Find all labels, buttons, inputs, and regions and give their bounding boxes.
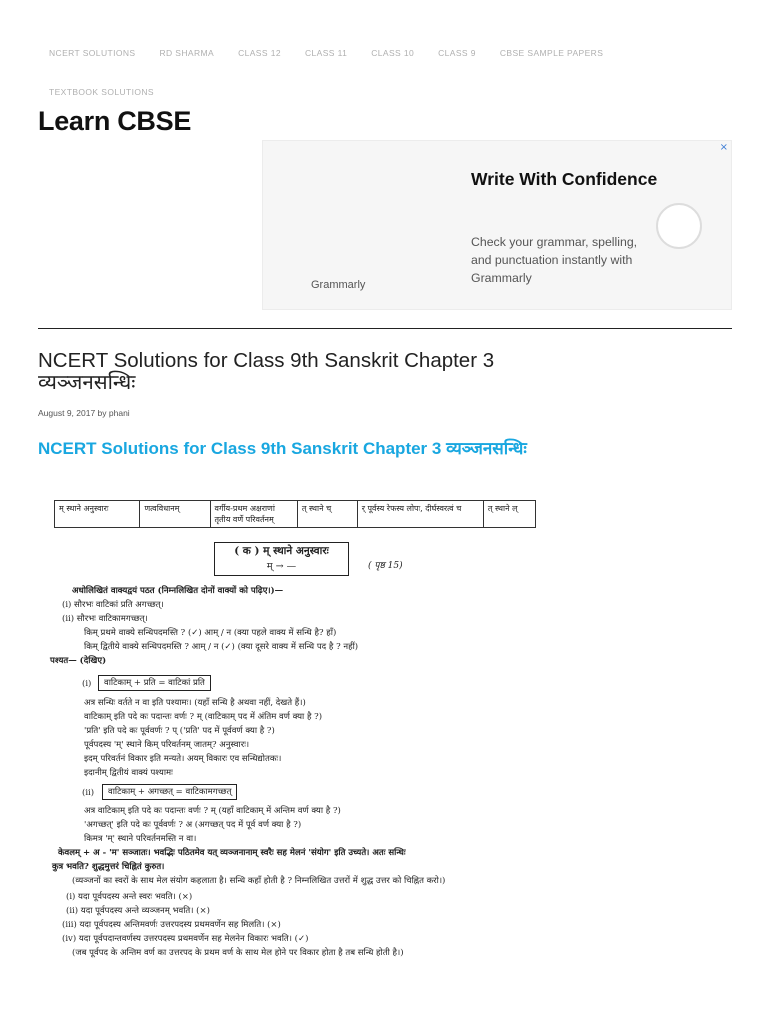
- section-box-rule: म् → —: [266, 561, 297, 572]
- text-line: इदानीम् द्वितीयं वाक्यं पश्यामः: [84, 768, 173, 778]
- page-number: ( पृष्ठ 15): [368, 561, 403, 571]
- section-heading: NCERT Solutions for Class 9th Sanskrit Chapter 3 व्यञ्जनसन्धिः: [38, 439, 527, 458]
- text-line: (ii) यदा पूर्वपदस्य अन्ते व्यञ्जनम् भवति। (×): [66, 906, 210, 916]
- text-line: अधोलिखितं वाक्यद्वयं पठत (निम्नलिखित दोनों वाक्यों को पढ़िए।)—: [72, 586, 284, 596]
- text-line: अत्र सन्धिः वर्तते न वा इति पश्यामः। (यहाँ सन्धि है अथवा नहीं, देखते हैं।): [84, 698, 306, 708]
- nav-link-class-12[interactable]: CLASS 12: [238, 48, 281, 58]
- text-line: किमत्र 'म्' स्थाने परिवर्तनमस्ति न वा।: [84, 834, 197, 844]
- text-line: इदम् परिवर्तनं विकार इति मन्यते। अयम् विकारः एव सन्धिद्योतकः।: [84, 754, 282, 764]
- text-line: (जब पूर्वपद के अन्तिम वर्ण का उत्तरपद के प्रथम वर्ण के साथ मेल होने पर विकार होता है तब सन्धि होती है।): [72, 948, 404, 958]
- nav-link-textbook-solutions[interactable]: TEXTBOOK SOLUTIONS: [49, 87, 154, 97]
- text-line: (ii) सौरभः वाटिकामगच्छत्।: [62, 614, 148, 624]
- text-line: केवलम् + अ - 'म' सञ्जातः। भवद्भिः पठितमेव यत् व्यञ्जनानाम् स्वरैः सह मेलनं 'संयोग' इति उच्यते। अतः सन्धिः: [58, 848, 406, 858]
- text-line: अत्र वाटिकाम् इति पदे कः पदान्तः वर्णः ? म् (यहाँ वाटिकाम् में अन्तिम वर्ण क्या है ?): [84, 806, 341, 816]
- section-box-title: ( क ) म् स्थाने अनुस्वारः: [234, 545, 329, 557]
- example-box: वाटिकाम् + अगच्छत् = वाटिकामगच्छत्: [102, 784, 237, 800]
- post-meta: August 9, 2017 by phani: [38, 408, 130, 418]
- top-navigation: [38, 40, 738, 105]
- text-line: (i) यदा पूर्वपदस्य अन्ते स्वरः भवति। (×): [66, 892, 193, 902]
- text-line: (iii) यदा पूर्वपदस्य अन्तिमवर्णः उत्तरपदस्य प्रथमवर्णेन सह मिलति। (×): [62, 920, 281, 930]
- header-divider: [38, 328, 732, 329]
- text-line: 'अगच्छत्' इति पदे कः पूर्ववर्णः ? अ (अगच्छत् पद में पूर्व वर्ण क्या है ?): [84, 820, 302, 830]
- ad-headline[interactable]: Write With Confidence: [471, 169, 658, 189]
- ad-brand: Grammarly: [311, 279, 366, 291]
- text-line: (iv) यदा पूर्वपदान्तवर्णस्य उत्तरपदस्य प्रथमवर्णेन सह मेलनेन विकारः भवति। (✓): [62, 934, 309, 944]
- ad-arrow-icon[interactable]: [656, 203, 702, 249]
- table-cell: त् स्थाने च्: [297, 501, 357, 528]
- text-line: (व्यञ्जनों का स्वरों के साथ मेल संयोग कहलाता है। सन्धि कहाँ होती है ? निम्नलिखित उत्तरों में शुद्ध उत्तर को चिह्नित करो।): [72, 876, 446, 886]
- nav-link-class-10[interactable]: CLASS 10: [371, 48, 415, 58]
- nav-link-cbse-sample-papers[interactable]: CBSE SAMPLE PAPERS: [499, 48, 604, 58]
- text-line: किम् प्रथमे वाक्ये सन्धिपदमस्ति ? (✓) आम् / न (क्या पहले वाक्य में सन्धि है? हाँ): [84, 628, 337, 638]
- sandhi-rules-table: [54, 500, 536, 528]
- nav-link-class-9[interactable]: CLASS 9: [438, 48, 476, 58]
- text-line: पूर्वपदस्य 'म्' स्थाने किम् परिवर्तनम् जातम्? अनुस्वारः।: [84, 740, 250, 750]
- text-line: पश्यत— (देखिए): [50, 656, 107, 666]
- post-title: NCERT Solutions for Class 9th Sanskrit Chapter 3 व्यञ्जनसन्धिः: [38, 349, 495, 394]
- nav-row-2: [38, 79, 738, 105]
- example-box: वाटिकाम् + प्रति = वाटिकां प्रति: [98, 675, 211, 691]
- nav-link-ncert-solutions[interactable]: NCERT SOLUTIONS: [49, 48, 136, 58]
- ad-body-text: Check your grammar, spelling, and punctuation instantly with Grammarly: [471, 235, 638, 285]
- nav-row-1: [38, 40, 738, 66]
- table-cell: णत्वविधानम्: [140, 501, 210, 528]
- table-cell: वर्गीय-प्रथम अक्षराणां तृतीय वर्णे परिवर्तनम्: [210, 501, 297, 528]
- text-line: कुत्र भवति? शुद्धमुत्तरं चिह्नितं कुरुत।: [52, 862, 165, 872]
- nav-link-class-11[interactable]: CLASS 11: [304, 48, 348, 58]
- text-line: किम् द्वितीये वाक्ये सन्धिपदमस्ति ? आम् / न (✓) (क्या दूसरे वाक्य में सन्धि पद है ? नहीं): [84, 642, 359, 652]
- text-line: (i): [82, 679, 92, 689]
- table-cell: म् स्थाने अनुस्वारः: [55, 501, 140, 528]
- text-line: (i) सौरभः वाटिकां प्रति अगच्छत्।: [62, 600, 164, 610]
- text-line: 'प्रति' इति पदे कः पूर्ववर्णः ? प् ('प्रति' पद में पूर्ववर्ण क्या है ?): [84, 726, 275, 736]
- table-cell: त् स्थाने ल्: [483, 501, 535, 528]
- ad-close-icon[interactable]: ×: [719, 142, 728, 153]
- nav-link-rd-sharma[interactable]: RD SHARMA: [159, 48, 215, 58]
- textbook-scan: [36, 488, 536, 968]
- grammarly-ad[interactable]: [262, 140, 732, 310]
- site-title[interactable]: Learn CBSE: [38, 106, 192, 136]
- section-box: [214, 542, 349, 576]
- text-line: (ii): [82, 788, 95, 798]
- table-cell: र् पूर्वस्य रेफस्य लोपः, दीर्घस्वरत्वं च: [357, 501, 483, 528]
- text-line: वाटिकाम् इति पदे कः पदान्तः वर्णः ? म् (वाटिकाम् पद में अंतिम वर्ण क्या है ?): [84, 712, 323, 722]
